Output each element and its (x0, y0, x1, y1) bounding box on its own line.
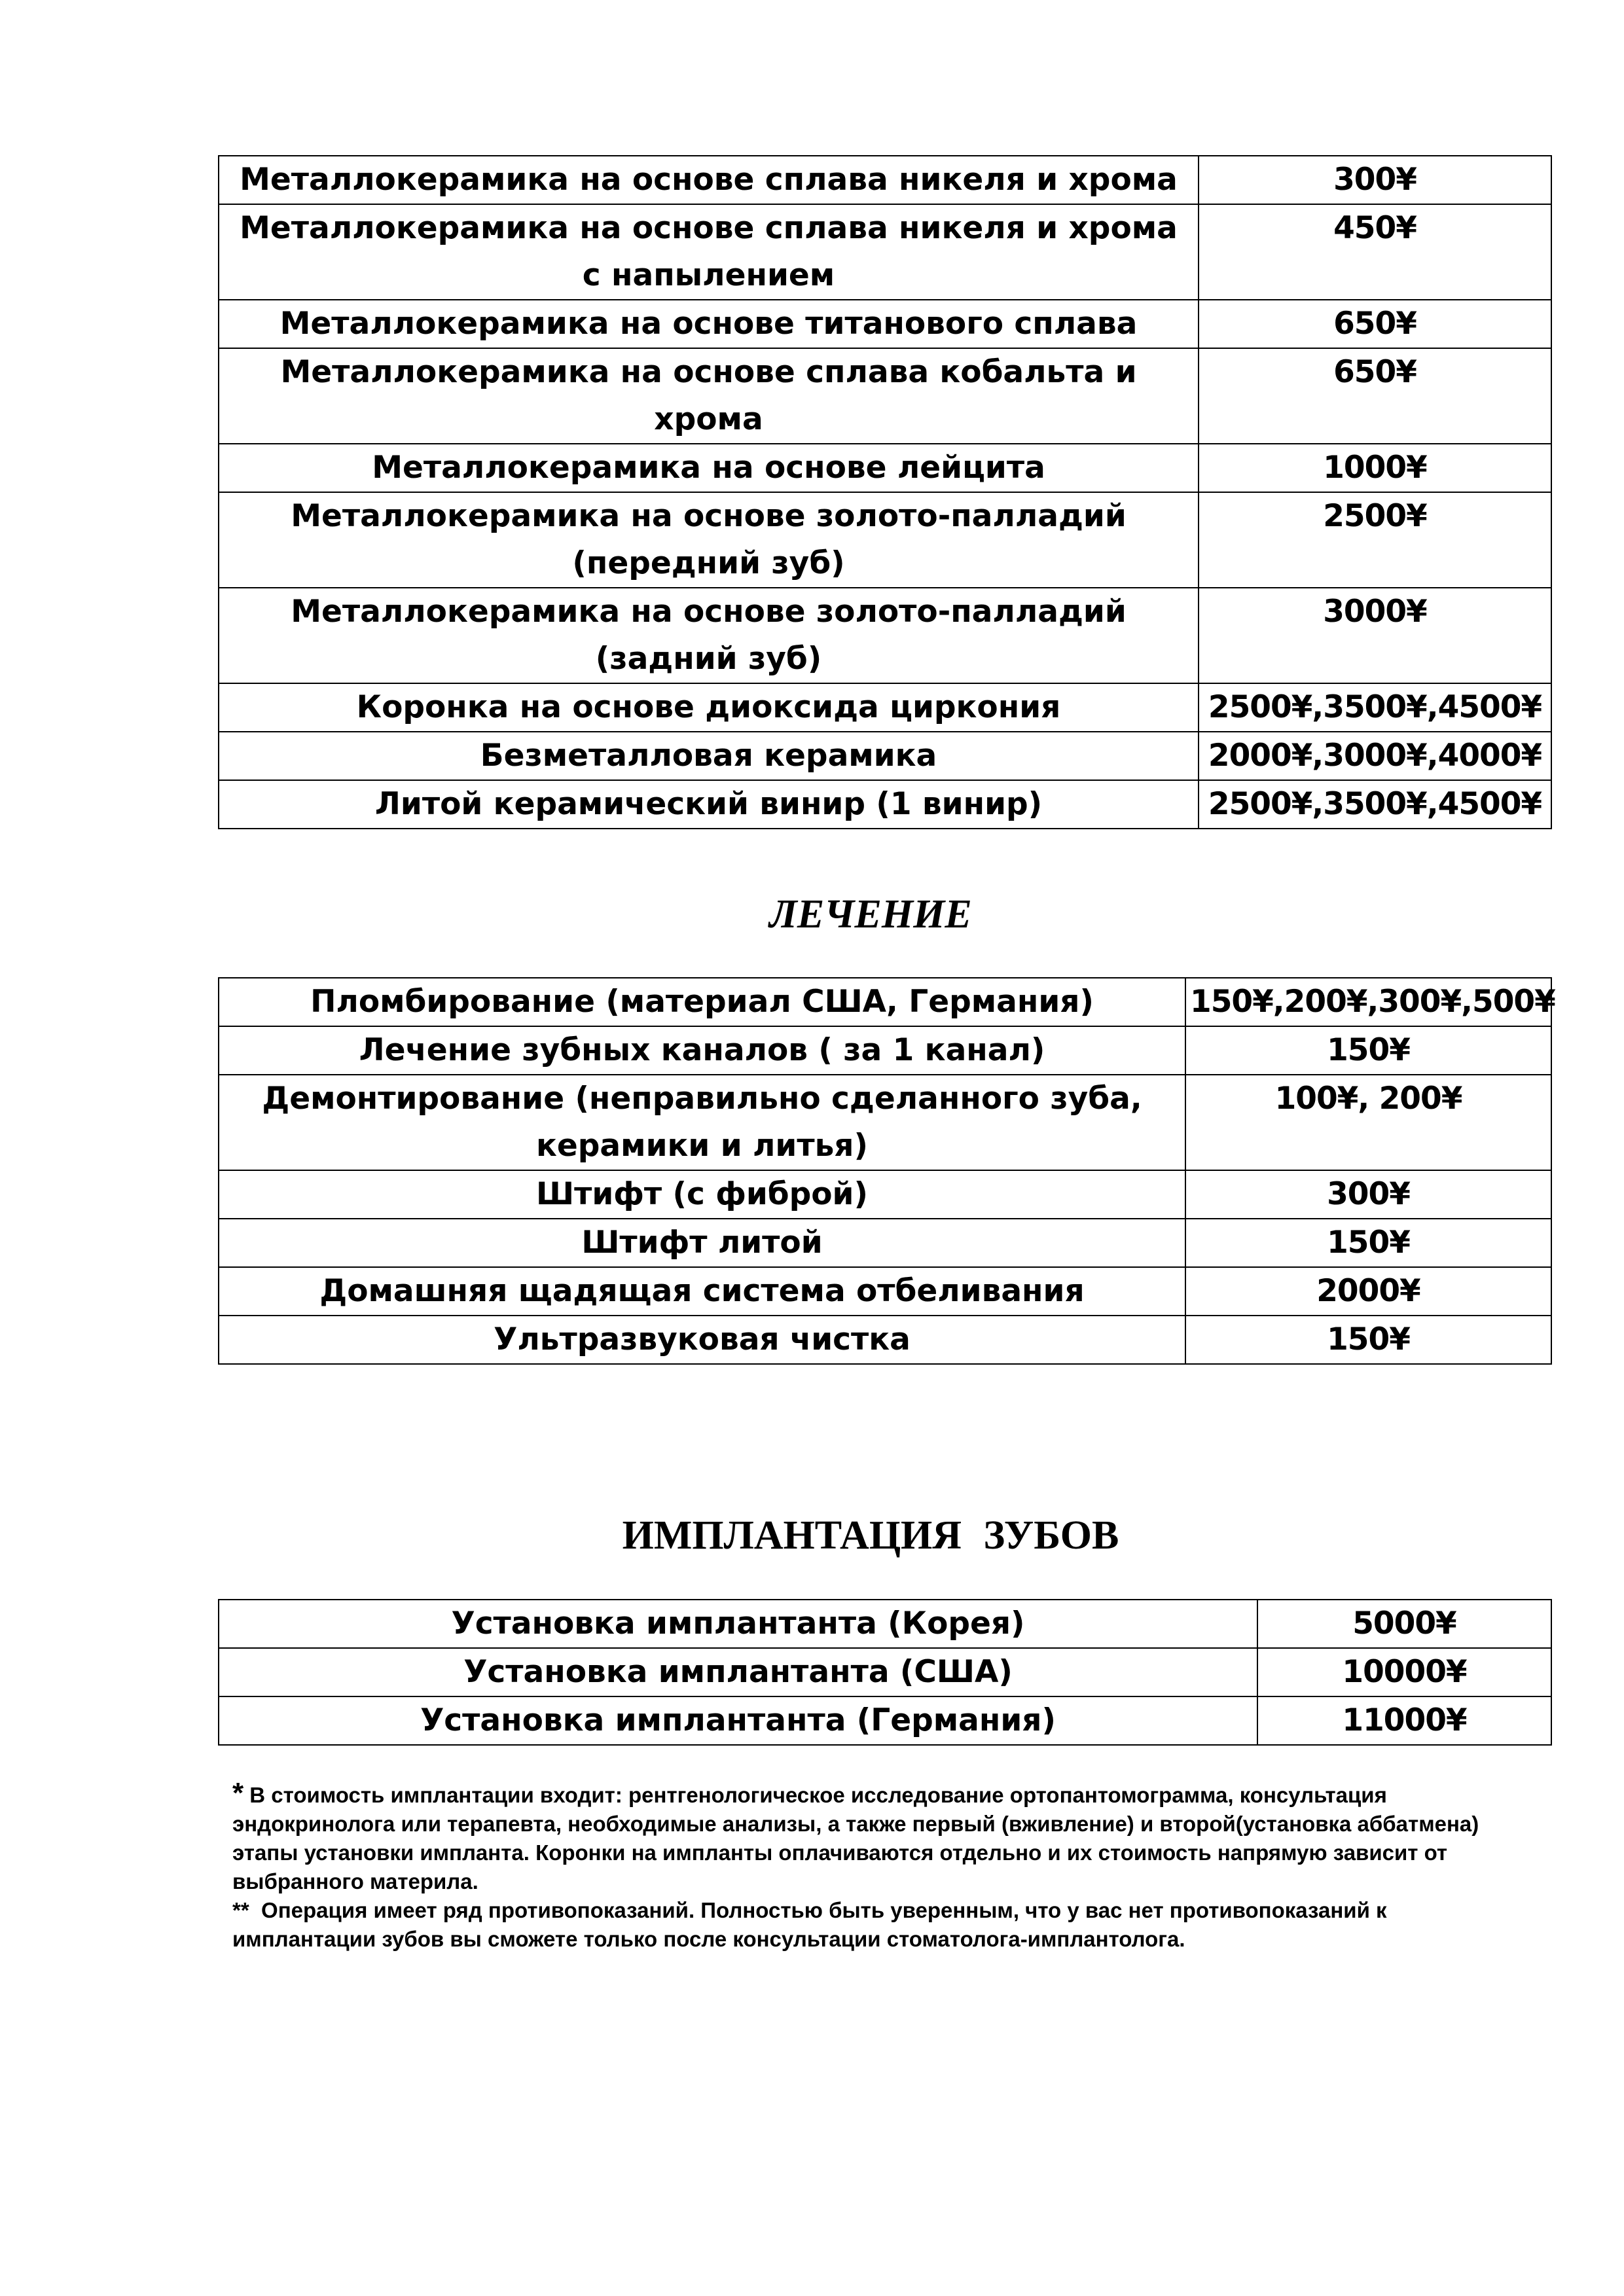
table-row (219, 1026, 1551, 1075)
service-name: Металлокерамика на основе золото-палладий (передний зуб) (219, 492, 1199, 588)
table-row (219, 348, 1551, 444)
service-price: 2500¥ (1199, 492, 1551, 588)
service-name: Безметалловая керамика (219, 732, 1199, 780)
service-name: Металлокерамика на основе лейцита (219, 444, 1199, 492)
service-name: Металлокерамика на основе сплава кобальта и хрома (219, 348, 1199, 444)
section-title-implant: ИМПЛАНТАЦИЯ ЗУБОВ (622, 1513, 1119, 1558)
service-name: Металлокерамика на основе титанового сплава (219, 300, 1199, 348)
service-price: 650¥ (1199, 348, 1551, 444)
service-price: 3000¥ (1199, 588, 1551, 683)
service-name: Литой керамический винир (1 винир) (219, 780, 1199, 829)
service-name: Установка имплантанта (Корея) (219, 1600, 1257, 1648)
footnote-marker: ** (232, 1898, 249, 1922)
service-price: 100¥, 200¥ (1185, 1075, 1551, 1170)
service-price: 2500¥,3500¥,4500¥ (1199, 683, 1551, 732)
service-name: Ультразвуковая чистка (219, 1316, 1185, 1364)
service-price: 2500¥,3500¥,4500¥ (1199, 780, 1551, 829)
service-price: 5000¥ (1257, 1600, 1551, 1648)
service-price: 300¥ (1185, 1170, 1551, 1219)
table-row (219, 300, 1551, 348)
table-row (219, 1075, 1551, 1170)
service-name: Коронка на основе диоксида циркония (219, 683, 1199, 732)
service-name: Пломбирование (материал США, Германия) (219, 978, 1185, 1026)
table-row (219, 444, 1551, 492)
service-name: Демонтирование (неправильно сделанного зуба, керамики и литья) (219, 1075, 1185, 1170)
service-price: 1000¥ (1199, 444, 1551, 492)
table-row (219, 492, 1551, 588)
footnote-contraindications (232, 1896, 1535, 1954)
table-row (219, 1648, 1551, 1696)
service-name: Металлокерамика на основе сплава никеля и хрома (219, 156, 1199, 204)
service-name: Установка имплантанта (США) (219, 1648, 1257, 1696)
service-price: 2000¥,3000¥,4000¥ (1199, 732, 1551, 780)
service-name: Домашняя щадящая система отбеливания (219, 1267, 1185, 1316)
footnote-text: Операция имеет ряд противопоказаний. Полностью быть уверенным, что у вас нет противопоказаний к имплантации зубов вы сможете только после консультации стоматолога-имплантолога. (232, 1898, 1387, 1951)
service-name: Штифт литой (219, 1219, 1185, 1267)
implant-price-table (218, 1599, 1552, 1746)
service-name: Штифт (с фиброй) (219, 1170, 1185, 1219)
service-price: 10000¥ (1257, 1648, 1551, 1696)
table-row (219, 1219, 1551, 1267)
footnote-included-services (232, 1779, 1535, 1896)
treatment-price-table (218, 977, 1555, 1365)
crowns-price-table (218, 155, 1552, 829)
footnote-text: В стоимость имплантации входит: рентгенологическое исследование ортопантомограмма, консультация эндокринолога или терапевта, необходимые анализы, а также первый (вживление) и второй(установка аббатмена) этапы установки импланта. Коронки на импланты оплачиваются отдельно и их стоимость напрямую зависит от выбранного материла. (232, 1783, 1479, 1893)
table-row (219, 1170, 1551, 1219)
table-row (219, 732, 1551, 780)
service-price: 150¥ (1185, 1219, 1551, 1267)
footnotes (232, 1779, 1535, 1954)
service-name: Металлокерамика на основе золото-палладий (задний зуб) (219, 588, 1199, 683)
table-row (219, 780, 1551, 829)
service-price: 11000¥ (1257, 1696, 1551, 1745)
service-name: Лечение зубных каналов ( за 1 канал) (219, 1026, 1185, 1075)
footnote-marker: * (232, 1777, 244, 1809)
table-row (219, 204, 1551, 300)
service-price: 650¥ (1199, 300, 1551, 348)
table-row (219, 588, 1551, 683)
table-row (219, 1316, 1551, 1364)
service-price: 2000¥ (1185, 1267, 1551, 1316)
service-price: 300¥ (1199, 156, 1551, 204)
section-title-treatment: ЛЕЧЕНИЕ (769, 892, 972, 937)
table-row (219, 1696, 1551, 1745)
table-row (219, 683, 1551, 732)
service-name: Металлокерамика на основе сплава никеля и хрома с напылением (219, 204, 1199, 300)
table-row (219, 978, 1551, 1026)
service-name: Установка имплантанта (Германия) (219, 1696, 1257, 1745)
service-price: 150¥ (1185, 1316, 1551, 1364)
service-price: 450¥ (1199, 204, 1551, 300)
table-row (219, 1267, 1551, 1316)
table-row (219, 156, 1551, 204)
service-price: 150¥ (1185, 1026, 1551, 1075)
table-row (219, 1600, 1551, 1648)
service-price: 150¥,200¥,300¥,500¥ (1185, 978, 1551, 1026)
